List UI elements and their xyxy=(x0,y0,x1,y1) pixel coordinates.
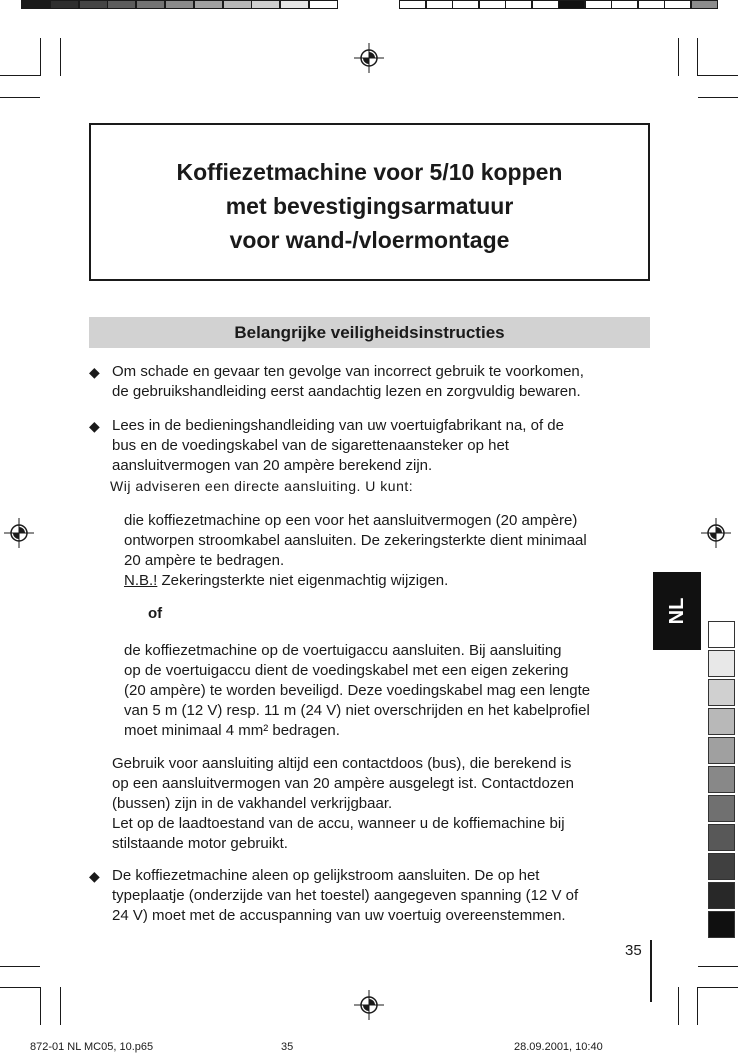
option-1-paragraph: die koffiezetmachine op een voor het aansluitvermogen (20 ampère) ontworpen stroomkabel aansluiten. De zekeringsterkte dient minimaal 20 ampère te bedragen. N.B.! Zekeringsterkte niet eigenmachtig wijzigen. xyxy=(124,511,654,591)
advice-line: Wij adviseren een directe aansluiting. U kunt: xyxy=(110,478,414,494)
color-swatch xyxy=(664,0,691,9)
color-swatch xyxy=(558,0,585,9)
registration-mark-icon xyxy=(701,518,731,548)
color-swatch xyxy=(505,0,532,9)
color-swatch xyxy=(309,0,338,9)
note-text: Zekeringsterkte niet eigenmachtig wijzigen. xyxy=(157,572,449,589)
page-title-line-1: Koffiezetmachine voor 5/10 koppen xyxy=(176,159,563,185)
color-swatch xyxy=(691,0,718,9)
note-line xyxy=(124,571,654,591)
registration-mark-icon xyxy=(354,43,384,73)
language-tab-label: NL xyxy=(666,597,688,625)
color-swatch xyxy=(79,0,108,9)
color-swatch xyxy=(107,0,136,9)
footer-page: 35 xyxy=(281,1041,294,1053)
gray-swatch xyxy=(708,911,735,938)
gray-swatch xyxy=(708,708,735,735)
color-swatch xyxy=(165,0,194,9)
bullet-paragraph-1: Om schade en gevaar ten gevolge van incorrect gebruik te voorkomen, de gebruikshandleiding eerst aandachtig lezen en zorgvuldig bewaren. xyxy=(112,363,584,400)
color-swatch xyxy=(280,0,309,9)
color-swatch xyxy=(223,0,252,9)
gray-swatch xyxy=(708,853,735,880)
gray-swatch xyxy=(708,766,735,793)
color-swatch xyxy=(479,0,506,9)
socket-paragraph: Gebruik voor aansluiting altijd een contactdoos (bus), die berekend is op een aansluitvermogen van 20 ampère ausgelegt ist. Contactdozen (bussen) zijn in de vakhandel verkrijgbaar. Let op de laadtoestand van de accu, wanneer u de koffiemachine bij stilstaande motor gebruikt. xyxy=(112,755,574,852)
gray-swatch xyxy=(708,824,735,851)
gray-swatch xyxy=(708,621,735,648)
bullet-icon: ◆ xyxy=(89,868,100,884)
color-swatch xyxy=(638,0,665,9)
section-heading: Belangrijke veiligheidsinstructies xyxy=(89,317,650,348)
bullet-paragraph-3: De koffiezetmachine aleen op gelijkstroom aansluiten. De op het typeplaatje (onderzijde van het toestel) aangegeven spanning (12 V of 24 V) moet met de accuspanning van uw voertuig overeenstemmen. xyxy=(112,867,579,924)
page-number-rule xyxy=(650,940,652,1002)
bullet-icon: ◆ xyxy=(89,418,100,434)
color-swatch xyxy=(194,0,223,9)
color-swatch xyxy=(611,0,638,9)
footer-date: 28.09.2001, 10:40 xyxy=(514,1041,603,1053)
color-swatch xyxy=(251,0,280,9)
gray-swatch xyxy=(708,795,735,822)
color-swatch xyxy=(585,0,612,9)
bullet-icon: ◆ xyxy=(89,364,100,380)
note-label: N.B.! xyxy=(124,572,158,589)
page-title-line-3: voor wand-/vloermontage xyxy=(229,227,510,253)
registration-mark-icon xyxy=(4,518,34,548)
color-swatch xyxy=(532,0,559,9)
footer-file: 872-01 NL MC05, 10.p65 xyxy=(30,1041,154,1053)
or-separator: of xyxy=(148,605,163,622)
title-box xyxy=(89,123,650,281)
gray-swatch xyxy=(708,882,735,909)
color-swatch xyxy=(50,0,79,9)
bullet-paragraph-2: Lees in de bedieningshandleiding van uw voertuigfabrikant na, of de bus en de voedingskabel van de sigarettenaansteker op het aansluitvermogen van 20 ampère berekend zijn. xyxy=(112,417,564,474)
color-swatch xyxy=(452,0,479,9)
gray-swatch xyxy=(708,737,735,764)
language-tab xyxy=(653,572,701,650)
page-number: 35 xyxy=(625,942,642,959)
gray-swatch xyxy=(708,679,735,706)
registration-mark-icon xyxy=(354,990,384,1020)
page-title-line-2: met bevestigingsarmatuur xyxy=(225,193,514,219)
color-swatch xyxy=(21,0,50,9)
color-swatch xyxy=(426,0,453,9)
color-swatch xyxy=(399,0,426,9)
color-swatch xyxy=(136,0,165,9)
option-2-paragraph: de koffiezetmachine op de voertuigaccu aansluiten. Bij aansluiting op de voertuigaccu dient de voedingskabel met een eigen zekering (20 ampère) te worden beveiligd. Deze voedingskabel mag een lengte van 5 m (12 V) resp. 11 m (24 V) niet overschrijden en het kabelprofiel moet minimaal 4 mm² bedragen. xyxy=(124,642,591,739)
gray-swatch xyxy=(708,650,735,677)
